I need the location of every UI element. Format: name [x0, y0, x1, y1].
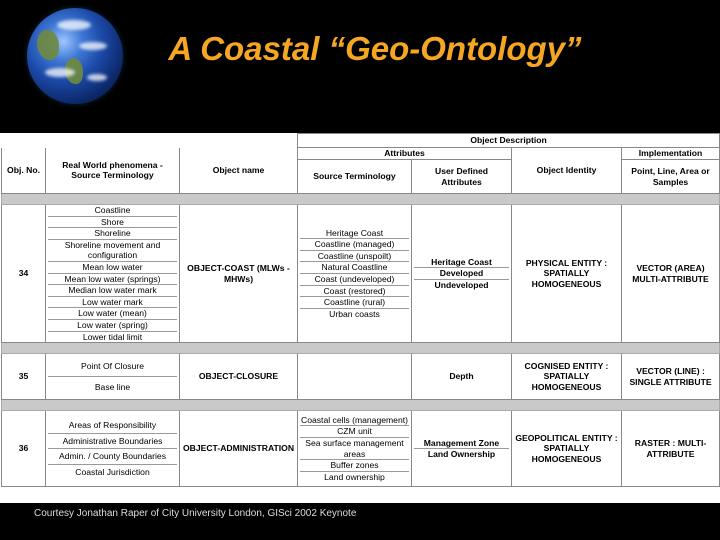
implementation-header: Implementation: [622, 148, 720, 160]
obj-no: 34: [2, 205, 46, 343]
list-item: Heritage Coast: [300, 228, 409, 240]
list-item: Mean low water: [48, 262, 177, 274]
object-name-header: Object name: [180, 148, 298, 194]
list-item: Low water (mean): [48, 308, 177, 320]
source-terminology-header: Source Terminology: [298, 160, 412, 194]
list-item: Point Of Closure: [48, 356, 177, 378]
table-row: [2, 411, 720, 487]
phenomena-list: [46, 205, 180, 343]
ontology-table-image: [0, 133, 720, 503]
list-item: Coastal Jurisdiction: [75, 466, 150, 477]
object-name: OBJECT-COAST (MLWs - MHWs): [180, 205, 298, 343]
list-item: Coast (undeveloped): [300, 274, 409, 286]
list-item: Undeveloped: [434, 279, 489, 290]
list-item: Mean low water (springs): [48, 274, 177, 286]
list-item: Low water (spring): [48, 320, 177, 332]
slide-title: A Coastal “Geo-Ontology”: [168, 30, 582, 67]
object-name: OBJECT-ADMINISTRATION: [180, 411, 298, 487]
list-item: CZM unit: [300, 426, 409, 438]
list-item: Shore: [48, 217, 177, 229]
user-attributes-list: [412, 411, 512, 487]
implementation: VECTOR (AREA) MULTI-ATTRIBUTE: [622, 205, 720, 343]
list-item: Shoreline: [48, 228, 177, 240]
list-item: Coastline: [48, 205, 177, 217]
phenomena-list: [46, 354, 180, 400]
list-item: Coastline (managed): [300, 239, 409, 251]
ontology-table: [1, 133, 720, 487]
list-item: Natural Coastline: [300, 262, 409, 274]
user-attributes-list: [412, 205, 512, 343]
object-identity-header: Object Identity: [512, 148, 622, 194]
list-item: Coastal cells (management): [301, 414, 408, 425]
list-item: Land Ownership: [427, 449, 496, 460]
object-identity: GEOPOLITICAL ENTITY : SPATIALLY HOMOGENEOUS: [512, 411, 622, 487]
source-terms-empty: [298, 354, 412, 400]
source-terms-list: [298, 205, 412, 343]
list-item: Admin. / County Boundaries: [48, 449, 177, 465]
footer-credit: Courtesy Jonathan Raper of City University London, GISci 2002 Keynote: [34, 508, 357, 519]
list-item: Shoreline movement and configuration: [48, 240, 177, 262]
user-attribute: Depth: [412, 354, 512, 400]
object-identity: PHYSICAL ENTITY : SPATIALLY HOMOGENEOUS: [512, 205, 622, 343]
phenomena-list: [46, 411, 180, 487]
list-item: Urban coasts: [329, 308, 380, 319]
user-defined-header: User Defined Attributes: [412, 160, 512, 194]
attributes-header: Attributes: [298, 148, 512, 160]
obj-no: 36: [2, 411, 46, 487]
table-row: [2, 354, 720, 400]
list-item: Land ownership: [324, 471, 385, 482]
list-item: Developed: [414, 268, 509, 280]
list-item: Base line: [94, 382, 131, 393]
list-item: Management Zone: [414, 438, 509, 450]
obj-no: 35: [2, 354, 46, 400]
table-row: [2, 205, 720, 343]
obj-no-header: Obj. No.: [2, 148, 46, 194]
point-line-header: Point, Line, Area or Samples: [622, 160, 720, 194]
source-terms-list: [298, 411, 412, 487]
list-item: Coastline (rural): [300, 297, 409, 309]
list-item: Median low water mark: [48, 285, 177, 297]
list-item: Heritage Coast: [414, 257, 509, 269]
list-item: Low water mark: [48, 297, 177, 309]
object-identity: COGNISED ENTITY : SPATIALLY HOMOGENEOUS: [512, 354, 622, 400]
implementation: VECTOR (LINE) : SINGLE ATTRIBUTE: [622, 354, 720, 400]
object-description-header: Object Description: [298, 134, 720, 148]
list-item: Areas of Responsibility: [48, 418, 177, 434]
list-item: Administrative Boundaries: [48, 434, 177, 450]
list-item: Coastline (unspoilt): [300, 251, 409, 263]
list-item: Buffer zones: [300, 460, 409, 472]
list-item: Sea surface management areas: [300, 438, 409, 460]
list-item: Coast (restored): [300, 286, 409, 298]
object-name: OBJECT-CLOSURE: [180, 354, 298, 400]
list-item: Lower tidal limit: [82, 331, 143, 342]
implementation: RASTER : MULTI-ATTRIBUTE: [622, 411, 720, 487]
real-world-header: Real World phenomena - Source Terminology: [46, 148, 180, 194]
